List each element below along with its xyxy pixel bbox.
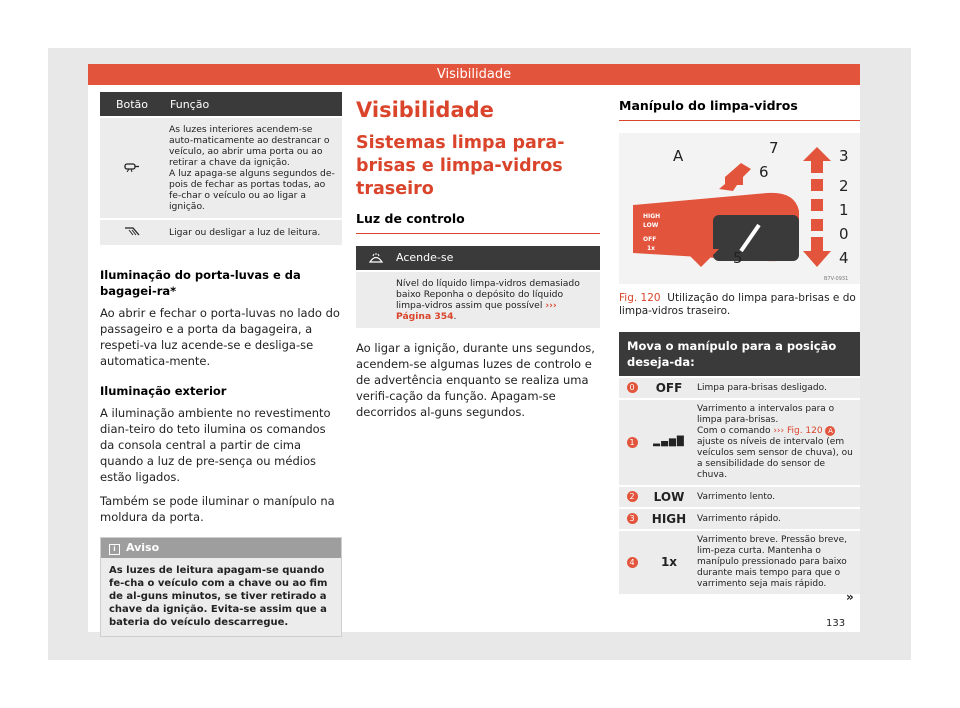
- lever-control-grip: [713, 215, 799, 261]
- note-box: [100, 537, 342, 637]
- figure-link[interactable]: ››› Fig. 120: [773, 426, 823, 436]
- position-1: [811, 199, 823, 211]
- interval-symbol: ▂▄▆█: [645, 400, 693, 485]
- chapter-subtitle: Sistemas limpa para-brisas e limpa-vidros traseiro: [356, 133, 565, 199]
- label-0: 0: [839, 225, 849, 243]
- position-text: Varrimento rápido.: [693, 509, 860, 529]
- position-text: Varrimento breve. Pressão breve, lim-peza curta. Mantenha o manípulo pressionado para baixo durante mais tempo para que o varrimento seja mais rápido.: [693, 531, 860, 594]
- col-header-button: Botão: [100, 92, 164, 116]
- section-heading: Manípulo do limpa-vidros: [619, 98, 860, 121]
- ref-letter: A: [825, 426, 835, 436]
- wiper-lever-figure: [619, 133, 860, 284]
- off-symbol: OFF: [645, 378, 693, 398]
- label-6: 6: [759, 163, 769, 181]
- single-wipe-symbol: 1x: [645, 531, 693, 594]
- table-row: [619, 487, 860, 507]
- position-text: Varrimento lento.: [693, 487, 860, 507]
- note-header: [101, 538, 341, 558]
- column-2: [356, 90, 600, 420]
- section-body: Ao abrir e fechar o porta-luvas no lado do passageiro e a porta da bagageira, a respeti-va luz acende-se e desliga-se automatica-mente.: [100, 306, 340, 368]
- label-a: A: [673, 147, 684, 165]
- label-2: 2: [839, 177, 849, 195]
- page-number: 133: [826, 618, 846, 629]
- position-text: [693, 400, 860, 485]
- position-number: 2: [627, 491, 638, 502]
- high-symbol: HIGH: [645, 509, 693, 529]
- label-7: 7: [769, 139, 779, 157]
- lamp-header: [356, 246, 600, 270]
- table-row: [619, 378, 860, 398]
- washer-fluid-icon: [356, 246, 396, 270]
- label-5: 5: [733, 249, 743, 267]
- lamp-description: [356, 272, 600, 328]
- lever-label: 1x: [647, 245, 656, 252]
- label-3: 3: [839, 147, 849, 165]
- lever-label: HIGH: [643, 213, 661, 220]
- section-body: Também se pode iluminar o manípulo na moldura da porta.: [100, 494, 335, 524]
- chapter-title: Visibilidade: [356, 98, 494, 122]
- door-light-icon: [100, 118, 164, 218]
- position-number: 1: [627, 437, 638, 448]
- position-number: 0: [627, 382, 638, 393]
- section-heading: Iluminação exterior: [100, 384, 227, 398]
- table-row: [100, 118, 342, 218]
- function-text: As luzes interiores acendem-se auto-maticamente ao destrancar o veículo, ao abrir uma porta ou ao retirar a chave da ignição. A luz apaga-se alguns segundos de-pois de fechar as portas todas, ao fe-char o veículo ou ao ligar a ignição.: [164, 118, 342, 218]
- figure-caption-text: Utilização do limpa para-brisas e do limpa-vidros traseiro.: [619, 292, 856, 317]
- position-0: [811, 219, 823, 231]
- section-heading: Iluminação do porta-luvas e da bagagei-ra*: [100, 268, 301, 298]
- info-icon: i: [109, 544, 120, 555]
- table-row: [619, 400, 860, 485]
- header-bar: Visibilidade: [88, 64, 860, 85]
- position-number: 4: [627, 557, 638, 568]
- position-text-part: ajuste os níveis de intervalo (em veículos sem sensor de chuva), ou a sensibilidade do sensor de chuva.: [697, 437, 853, 480]
- function-text: Ligar ou desligar a luz de leitura.: [164, 220, 342, 245]
- figure-label: Fig. 120: [619, 292, 661, 304]
- positions-table: [619, 332, 860, 596]
- figure-caption: [619, 292, 860, 318]
- note-text: As luzes de leitura apagam-se quando fe-cha o veículo com a chave ou ao fim de al-guns minutos, se tiver retirado a chave da ignição. Evita-se assim que a bateria do veículo descarregue.: [109, 565, 328, 628]
- lever-label: LOW: [643, 222, 659, 229]
- lamp-text: Nível do líquido limpa-vidros demasiado baixo Reponha o depósito do líquido limpa-vidros assim que possível: [396, 278, 580, 311]
- lamp-text-end: .: [453, 311, 457, 322]
- low-symbol: LOW: [645, 487, 693, 507]
- continue-marker: »: [846, 590, 854, 604]
- button-function-table: [100, 90, 342, 247]
- figure-code: B7V-0931: [824, 276, 849, 282]
- column-1: [100, 90, 342, 637]
- section-body: A iluminação ambiente no revestimento dian-teiro do teto ilumina os comandos da consola central a partir de cima quando a luz de pre-sença ou médios estão ligados.: [100, 406, 331, 484]
- position-text: Limpa para-brisas desligado.: [693, 378, 860, 398]
- label-4: 4: [839, 249, 849, 267]
- table-row: [619, 531, 860, 594]
- position-text-part: Varrimento a intervalos para o limpa para-brisas. Com o comando: [697, 404, 835, 436]
- page-link[interactable]: ››› Página 354: [396, 300, 557, 322]
- position-number: 3: [627, 513, 638, 524]
- positions-table-header: Mova o manípulo para a posição deseja-da:: [619, 332, 860, 376]
- column-3: [619, 90, 860, 596]
- col-header-function: Função: [164, 92, 342, 116]
- body-text: Ao ligar a ignição, durante uns segundos, acendem-se algumas luzes de controlo e de advertência enquanto se realiza uma verifi-cação da função. Apagam-se decorridos al-guns segundos.: [356, 341, 595, 419]
- section-heading: Luz de controlo: [356, 211, 600, 234]
- table-row: [619, 509, 860, 529]
- position-2: [811, 179, 823, 191]
- lever-label: OFF: [643, 236, 657, 243]
- note-title: Aviso: [126, 541, 160, 554]
- control-lamp-table: [356, 246, 600, 328]
- table-row: [100, 220, 342, 245]
- reading-light-icon: [100, 220, 164, 245]
- lamp-header-text: Acende-se: [396, 251, 454, 264]
- label-1: 1: [839, 201, 849, 219]
